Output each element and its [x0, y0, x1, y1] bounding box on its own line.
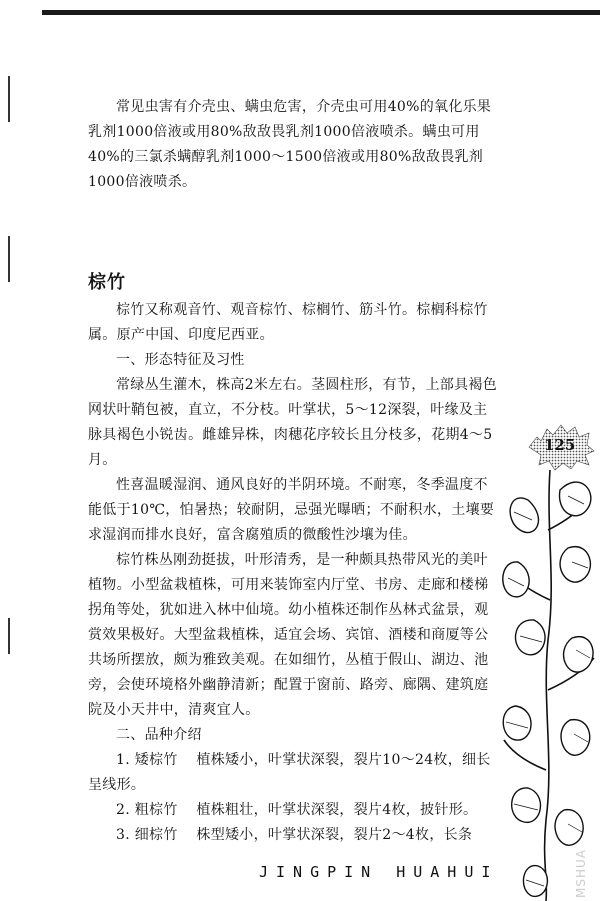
margin-mark — [8, 618, 10, 654]
variety-number: 1. — [116, 752, 130, 768]
ornamental-paragraph: 棕竹株丛刚劲挺拔，叶形清秀，是一种颇具热带风光的美叶植物。小型盆栽植株，可用来装饰室内厅堂、书房、走廊和楼梯拐角等处，犹如进入林中仙境。幼小植株还制作丛林式盆景，观赏效果极好。大型盆栽植株，适宜会场、宾馆、酒楼和商厦等公共场所摆放，颇为雅致美观。在如细竹，丛植于假山、湖边、池旁，会使环境格外幽静清新；配置于窗前、路旁、廊隅、建筑庭院及小天井中，清爽宜人。 — [88, 552, 489, 718]
variety-description: 株型矮小，叶掌状深裂，裂片2～4枚，长条 — [196, 827, 473, 843]
morphology-paragraph: 常绿丛生灌木，株高2米左右。茎圆柱形，有节，上部具褐色网状叶鞘包被，直立，不分枝。叶掌状，5～12深裂，叶缘及主脉具褐色小锐齿。雌雄异株，肉穗花序较长且分枝多，花期4～5月。 — [88, 377, 498, 468]
variety-item — [88, 748, 500, 798]
page-number: 125 — [544, 436, 576, 454]
pests-paragraph: 常见虫害有介壳虫、螨虫危害，介壳虫可用40%的氧化乐果乳剂1000倍液或用80%敌敌畏乳剂1000倍液喷杀。螨虫可用40%的三氯杀螨醇乳剂1000～1500倍液或用80%敌敌畏乳剂1000倍液喷杀。 — [88, 99, 492, 190]
running-footer — [259, 863, 498, 881]
intro-paragraph: 棕竹又称观音竹、观音棕竹、棕榈竹、筋斗竹。棕榈科棕竹属。原产中国、印度尼西亚。 — [88, 302, 488, 343]
variety-name: 细棕竹 — [134, 827, 178, 843]
subheading-morphology: 一、形态特征及习性 — [116, 352, 245, 368]
section-title: 棕竹 — [88, 272, 126, 293]
variety-number: 3. — [116, 827, 130, 843]
footer-word: HUAHUI — [396, 863, 499, 881]
variety-item — [88, 798, 500, 823]
variety-description: 植株矮小，叶掌状深裂，裂片10～24枚，细长呈线形。 — [88, 752, 491, 793]
watermark: MSHUA — [574, 849, 588, 898]
variety-number: 2. — [116, 802, 130, 818]
variety-name: 矮棕竹 — [134, 752, 178, 768]
variety-name: 粗棕竹 — [134, 802, 178, 818]
margin-mark — [8, 236, 10, 282]
habit-paragraph: 性喜温暖湿润、通风良好的半阴环境。不耐寒，冬季温度不能低于10℃，怕暑热；较耐阴，忌强光曝晒；不耐积水，土壤要求湿润而排水良好，富含腐殖质的微酸性沙壤为佳。 — [88, 477, 495, 543]
margin-mark — [8, 76, 10, 122]
footer-word: JINGPIN — [259, 863, 379, 881]
variety-description: 植株粗壮，叶掌状深裂，裂片4枚，披针形。 — [196, 802, 478, 818]
variety-item — [88, 823, 500, 848]
top-rule — [42, 10, 600, 15]
subheading-varieties: 二、品种介绍 — [116, 727, 202, 743]
pests-section — [88, 95, 500, 195]
main-body — [88, 298, 500, 848]
